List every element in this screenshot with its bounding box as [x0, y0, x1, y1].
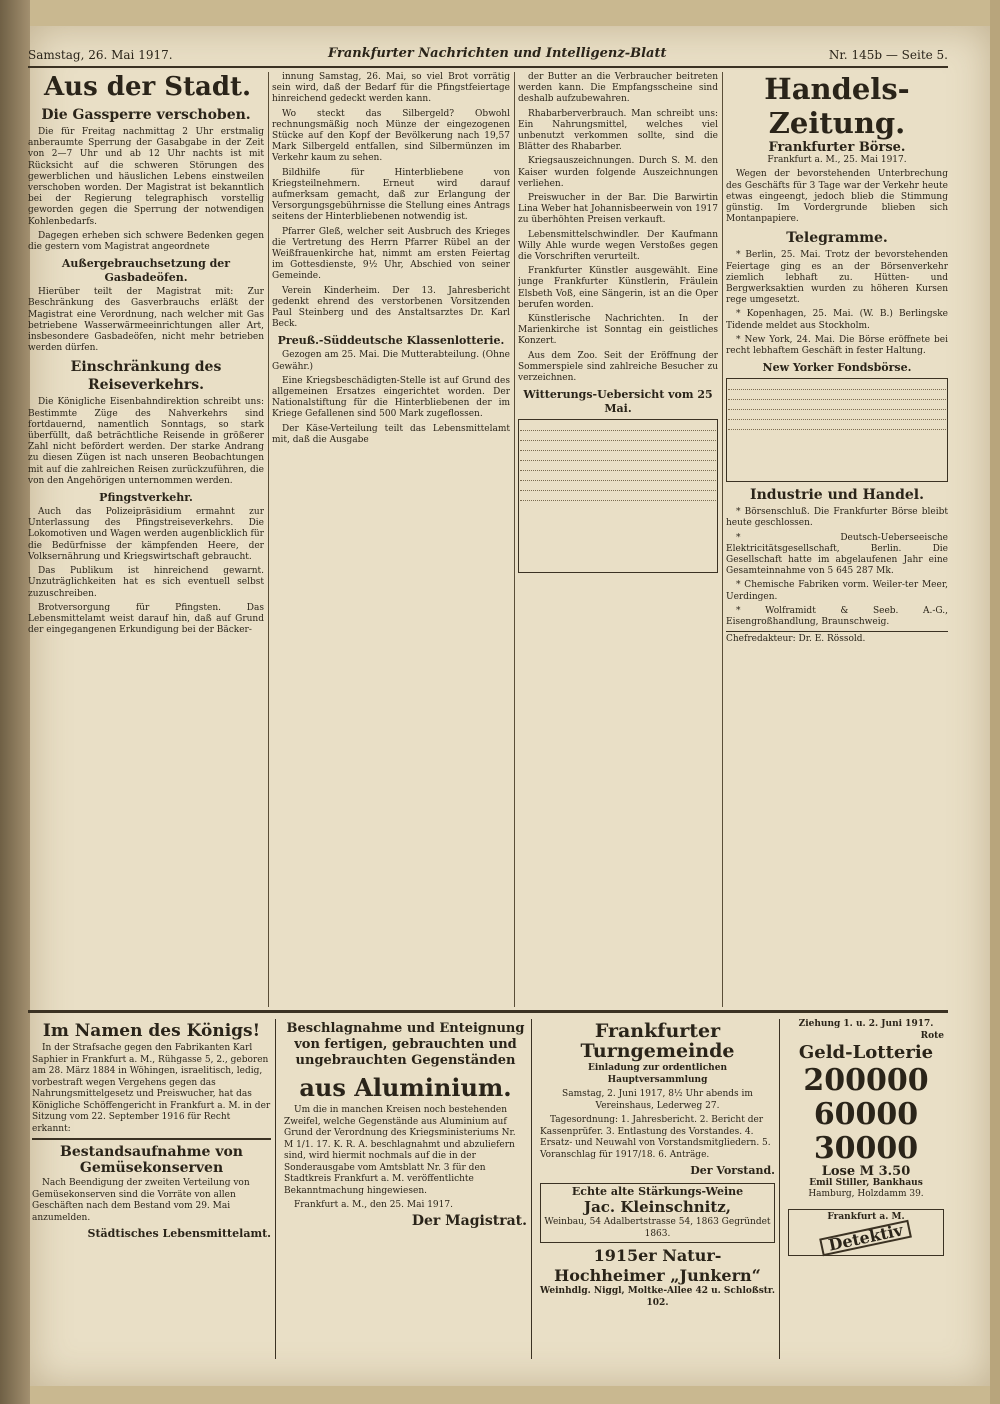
- column-rule: [722, 72, 723, 1007]
- detective-ad: [788, 1209, 944, 1256]
- ad-signature: Der Magistrat.: [411, 1212, 527, 1229]
- imprint: Chefredakteur: Dr. E. Rössold.: [726, 631, 948, 645]
- ad-title: Bestandsaufnahme von Gemüsekonserven: [32, 1138, 271, 1176]
- article-text: * Chemische Fabriken vorm. Weiler-ter Meer, Uerdingen.: [726, 580, 948, 602]
- section-title: Handels-Zeitung.: [764, 72, 910, 140]
- ad-signature: Der Vorstand.: [690, 1164, 775, 1177]
- column-rule: [268, 72, 269, 1007]
- article-text: * Wolframidt & Seeb. A.-G., Eisengroßhandlung, Braunschweig.: [726, 605, 948, 628]
- article-text: Wegen der bevorstehenden Unterbrechung des Geschäfts für 3 Tage war der Verkehr heute etwas eingeengt, jedoch blieb die Stimmung günstig. Im Vordergrunde blieben sich Montanpapiere.: [726, 169, 948, 225]
- lottery-prize-3: 30000: [813, 1131, 919, 1166]
- ad-title: Im Namen des Königs!: [42, 1021, 261, 1041]
- ad-date: Frankfurt a. M., den 25. Mai 1917.: [294, 1200, 453, 1210]
- article-subheading: Außergebrauchsetzung der Gasbadeöfen.: [61, 257, 231, 285]
- column-misc-news: [518, 72, 718, 1007]
- article-text: der Butter an die Verbraucher beitreten werden kann. Die Empfangsscheine sind deshalb aufzubewahren.: [518, 72, 718, 105]
- wine-firm: Jac. Kleinschnitz,: [583, 1198, 732, 1216]
- table-row: [520, 481, 716, 491]
- section-title: Aus der Stadt.: [44, 72, 252, 102]
- article-subheading: Pfingstverkehr.: [99, 491, 193, 505]
- article-subheading: Preuß.-Süddeutsche Klassenlotterie.: [277, 334, 505, 348]
- article-text: Rhabarberverbrauch. Man schreibt uns: Ein Nahrungsmittel, welches viel unbenutzt verkommen sollte, sind die Blätter des Rhabarber.: [518, 108, 718, 153]
- lottery-bank: Emil Stiller, Bankhaus: [809, 1177, 923, 1188]
- article-text: * Deutsch-Ueberseeische Elektricitätsgesellschaft, Berlin. Die Gesellschaft hatte im abgelaufenen Jahr eine Gesamteinnahme von 5 645 287 Mk.: [726, 532, 948, 577]
- article-text: Frankfurter Künstler ausgewählt. Eine junge Frankfurter Künstlerin, Fräulein Elsbeth Voß, eine Sängerin, ist an die Oper berufen worden.: [518, 266, 718, 310]
- article-text: Lebensmittelschwindler. Der Kaufmann Willy Ahle wurde wegen Verstoßes gegen die Vorschriften verurteilt.: [518, 229, 718, 263]
- article-text: * Kopenhagen, 25. Mai. (W. B.) Berlingske Tidende meldet aus Stockholm.: [726, 309, 948, 331]
- wine-address: Weinbau, 54 Adalbertstrasse 54, 1863 Gegründet 1863.: [544, 1217, 771, 1239]
- page-header: [28, 44, 948, 68]
- ad-wine: [540, 1183, 775, 1244]
- ad-headline: aus Aluminium.: [299, 1073, 512, 1102]
- article-text: * Börsenschluß. Die Frankfurter Börse bleibt heute geschlossen.: [726, 507, 948, 529]
- table-row: [520, 461, 716, 471]
- detective-title: Detektiv: [819, 1220, 912, 1256]
- wine-title: Echte alte Stärkungs-Weine: [571, 1184, 744, 1198]
- article-text: Kriegsauszeichnungen. Durch S. M. den Kaiser wurden folgende Auszeichnungen verliehen.: [518, 156, 718, 189]
- column-handels-zeitung: [726, 72, 948, 1007]
- article-text: Preiswucher in der Bar. Die Barwirtin Lina Weber hat Johannisbeerwein von 1917 zu überhöhten Preisen verkauft.: [518, 193, 718, 226]
- ad-aluminium: [280, 1019, 532, 1359]
- table-row: [728, 400, 946, 410]
- article-text: Künstlerische Nachrichten. In der Marienkirche ist Sonntag ein geistliches Konzert.: [518, 314, 718, 347]
- article-text: Dagegen erheben sich schwere Bedenken gegen die gestern vom Magistrat angeordnete: [28, 230, 264, 253]
- article-text: Aus dem Zoo. Seit der Eröffnung der Sommerspiele sind zahlreiche Besucher zu verzeichnen.: [518, 350, 718, 384]
- header-issue: Nr. 145b — Seite 5.: [828, 48, 948, 62]
- ad-text: Nach Beendigung der zweiten Verteilung von Gemüsekonserven sind die Vorräte von allen Geschäften nach dem Bestand vom 29. Mai anzumelden.: [32, 1178, 250, 1223]
- article-text: Eine Kriegsbeschädigten-Stelle ist auf Grund des allgemeinen Ersatzes eingerichtet worden. Der Nationalstiftung für die Hinterbliebenen der im Kriege Gefallenen sind 500 Mark zugeflossen.: [272, 375, 510, 420]
- weather-table: [518, 419, 718, 573]
- lottery-city: Hamburg, Holzdamm 39.: [808, 1189, 924, 1199]
- article-heading: Die Gassperre verschoben.: [41, 107, 251, 123]
- advertisement-section: [28, 1010, 948, 1365]
- page-edge: [990, 0, 1000, 1404]
- table-row: [728, 410, 946, 420]
- header-date: Samstag, 26. Mai 1917.: [28, 48, 173, 62]
- wine-footer: Weinhdlg. Niggl, Moltke-Allee 42 u. Schloßstr. 102.: [540, 1286, 775, 1308]
- dateline: Frankfurt a. M., 25. Mai 1917.: [767, 155, 907, 166]
- ad-subtitle: Einladung zur ordentlichen Hauptversammlung: [587, 1063, 727, 1085]
- ad-signature: Städtisches Lebensmittelamt.: [87, 1227, 271, 1240]
- ad-text: Um die in manchen Kreisen noch bestehenden Zweifel, welche Gegenstände aus Aluminium auf Grund der Verordnung des Kriegsministeriums Nr. M 1/1. 17. K. R. A. beschlagnahmt und abzuliefern sind, wird hiermit nochmals auf die in der Sonderausgabe vom Amtsblatt Nr. 3 für den Stadtkreis Frankfurt a. M. veröffentlichte Bekanntmachung hingewiesen.: [284, 1105, 516, 1196]
- article-text: Verein Kinderheim. Der 13. Jahresbericht gedenkt ehrend des verstorbenen Vorsitzenden Paul Steinberg und des Anstaltsarztes Dr. Karl Beck.: [272, 285, 510, 330]
- header-paper-title: Frankfurter Nachrichten und Intelligenz-Blatt: [328, 46, 667, 61]
- table-row: [728, 390, 946, 400]
- article-text: Der Käse-Verteilung teilt das Lebensmittelamt mit, daß die Ausgabe: [272, 423, 510, 445]
- column-local-news: [272, 72, 510, 1007]
- article-text: Auch das Polizeipräsidium ermahnt zur Unterlassung des Pfingstreiseverkehrs. Die Lokomotiven und Wagen werden augenblicklich für die Bedürfnisse der kämpfenden Heere, der Volksernährung und Kriegswirtschaft gebraucht.: [28, 507, 264, 562]
- lottery-red: Rote: [920, 1030, 944, 1041]
- weather-table-title: Witterungs-Uebersicht vom 25 Mai.: [523, 388, 713, 416]
- stock-table: [726, 378, 948, 482]
- article-text: * Berlin, 25. Mai. Trotz der bevorstehenden Feiertage ging es an der Börsenverkehr ziemlich lebhaft zu. Hütten- und Bergwerksaktien wurden zu höheren Kursen rege umgesetzt.: [726, 250, 948, 306]
- ad-text: In der Strafsache gegen den Fabrikanten Karl Saphier in Frankfurt a. M., Rühgasse 5, 2., geboren am 28. März 1884 in Wöhingen, israelitisch, ledig, vorbestraft wegen Vergehens gegen das Nahrungsmittelgesetz und Preiswucher, hat das Königliche Schöffengericht in Frankfurt a. M. in der Sitzung vom 22. September 1916 für Recht erkannt:: [32, 1043, 271, 1134]
- table-row: [728, 380, 946, 390]
- column-aus-der-stadt: [28, 72, 264, 1007]
- table-row: [520, 491, 716, 501]
- column-rule: [514, 72, 515, 1007]
- section-subtitle: Frankfurter Börse.: [768, 140, 906, 155]
- ad-when: Samstag, 2. Juni 1917, 8½ Uhr abends im Vereinshaus, Lederweg 27.: [562, 1089, 753, 1111]
- table-row: [728, 420, 946, 430]
- detective-city: Frankfurt a. M.: [827, 1211, 905, 1222]
- lottery-title: Geld-Lotterie: [798, 1042, 934, 1063]
- article-text: Gezogen am 25. Mai. Die Mutterabteilung. (Ohne Gewähr.): [272, 350, 510, 372]
- table-row: [520, 421, 716, 431]
- article-text: Bildhilfe für Hinterbliebene von Kriegsteilnehmern. Erneut wird darauf aufmerksam gemacht, daß zur Erlangung der Versorgungsgebührnisse die Stellung eines Antrags seitens der Hinterbliebenen notwendig ist.: [272, 167, 510, 223]
- wine-headline: 1915er Natur-Hochheimer „Junkern“: [554, 1246, 761, 1285]
- article-heading: Industrie und Handel.: [750, 487, 924, 504]
- table-row: [520, 471, 716, 481]
- article-heading: Telegramme.: [786, 230, 888, 247]
- article-subheading: New Yorker Fondsbörse.: [762, 361, 912, 375]
- ad-lottery: [784, 1019, 948, 1359]
- article-heading: Einschränkung des Reiseverkehrs.: [70, 359, 222, 394]
- article-text: * New York, 24. Mai. Die Börse eröffnete bei recht lebhaftem Geschäft in fester Haltung.: [726, 334, 948, 357]
- ad-text: Tagesordnung: 1. Jahresbericht. 2. Bericht der Kassenprüfer. 3. Entlastung des Vorstandes. 4. Ersatz- und Neuwahl von Vorstandsmitgliedern. 5. Voranschlag für 1917/18. 6. Anträge.: [540, 1115, 771, 1160]
- ad-title: Frankfurter Turngemeinde: [580, 1020, 735, 1062]
- table-row: [520, 441, 716, 451]
- table-row: [520, 451, 716, 461]
- article-text: Die für Freitag nachmittag 2 Uhr erstmalig anberaumte Sperrung der Gasabgabe in der Zeit von 2—7 Uhr und ab 12 Uhr nachts ist mit Rücksicht auf die schweren Störungen des gewerblichen und häuslichen Lebens einstweilen verschoben worden. Der Magistrat ist bekanntlich bei der Regierung telegraphisch vorstellig geworden gegen die Sperrung der notwendigen Kohlenbedarfs.: [28, 127, 264, 227]
- article-text: Hierüber teilt der Magistrat mit: Zur Beschränkung des Gasverbrauchs erläßt der Magistrat eine Verordnung, nach welcher mit Gas betriebene Wasserwärmeeinrichtungen aller Art, insbesondere Gasbadeöfen, nicht mehr betrieben werden dürfen.: [28, 287, 264, 354]
- article-text: innung Samstag, 26. Mai, so viel Brot vorrätig sein wird, daß der Bedarf für die Pfingstfeiertage hinreichend gedeckt werden kann.: [272, 72, 510, 105]
- lottery-date: Ziehung 1. u. 2. Juni 1917.: [798, 1019, 934, 1029]
- lottery-prize-1: 200000: [803, 1063, 929, 1098]
- article-text: Pfarrer Gleß, welcher seit Ausbruch des Krieges die Vertretung des Herrn Pfarrer Rübel an der Weißfrauenkirche hat, nimmt am ersten Feiertag im Gottesdienste, 9½ Uhr, Abschied von seiner Gemeinde.: [272, 226, 510, 282]
- lottery-prize-2: 60000: [813, 1097, 919, 1132]
- article-text: Die Königliche Eisenbahndirektion schreibt uns: Bestimmte Züge des Nahverkehrs sind fortdauernd, namentlich Sonntags, so stark überfüllt, daß beträchtliche Reisende in größerer Zahl nicht befördert werden. Der starke Andrang zu diesen Zügen ist nach unseren Beobachtungen mit auf die zahlreichen Reisen zurückzuführen, die von den Angehörigen unternommen werden.: [28, 397, 264, 486]
- previous-page-edge: [0, 0, 30, 1404]
- table-row: [520, 431, 716, 441]
- ad-title: Beschlagnahme und Enteignung von fertigen, gebrauchten und ungebrauchten Gegenständen: [286, 1021, 525, 1068]
- article-text: Brotversorgung für Pfingsten. Das Lebensmittelamt weist darauf hin, daß auf Grund der eingegangenen Erkundigung bei der Bäcker-: [28, 602, 264, 636]
- ad-turngemeinde: [536, 1019, 780, 1359]
- ad-court-notice: [28, 1019, 276, 1359]
- article-text: Das Publikum ist hinreichend gewarnt. Unzuträglichkeiten hat es sich eventuell selbst zuzuschreiben.: [28, 566, 264, 599]
- lottery-price: Lose M 3.50: [821, 1164, 911, 1179]
- article-text: Wo steckt das Silbergeld? Obwohl rechnungsmäßig noch Münze der eingezogenen Stücke auf den Kopf der Bevölkerung nach 19,57 Mark Silbergeld entfallen, sind Silbermünzen im Verkehr kaum zu sehen.: [272, 108, 510, 164]
